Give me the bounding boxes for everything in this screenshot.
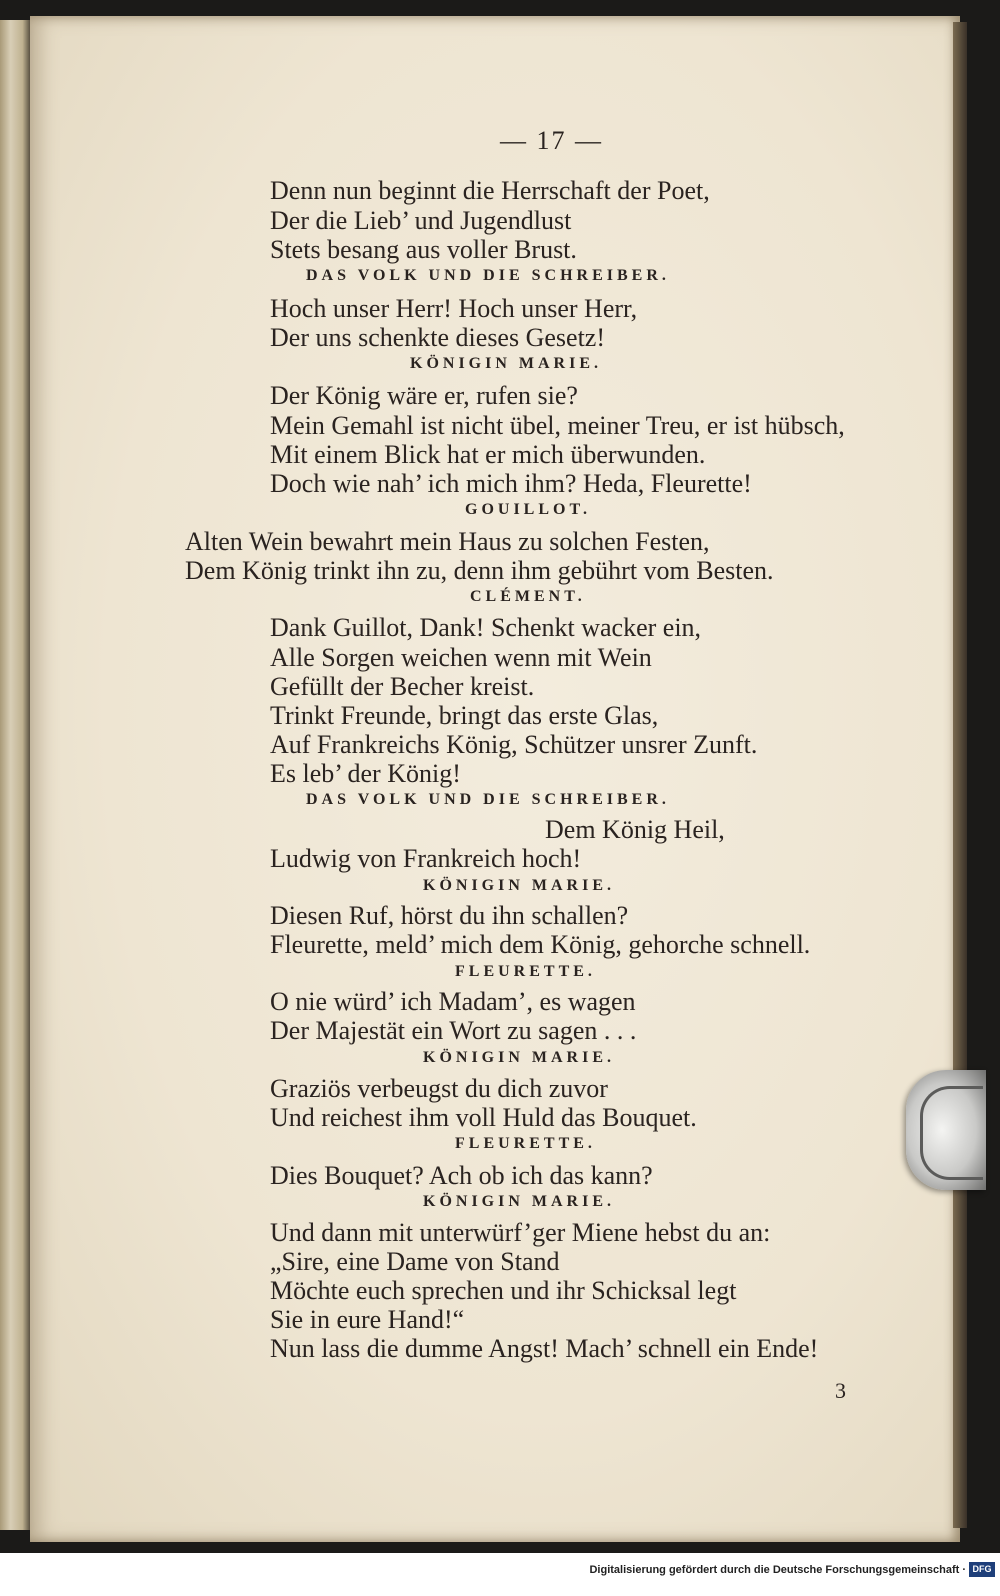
footer-bar xyxy=(0,1553,1000,1596)
verse-line: Der die Lieb’ und Jugendlust xyxy=(270,206,572,235)
verse-line: Hoch unser Herr! Hoch unser Herr, xyxy=(270,294,638,323)
verse-line: Alten Wein bewahrt mein Haus zu solchen Festen, xyxy=(185,527,710,556)
verse-line: Dank Guillot, Dank! Schenkt wacker ein, xyxy=(270,613,702,642)
verse-line: Trinkt Freunde, bringt das erste Glas, xyxy=(270,701,659,730)
speaker-name: FLEURETTE. xyxy=(455,963,596,980)
verse-line: Und dann mit unterwürf’ger Miene hebst du an: xyxy=(270,1218,771,1247)
verse-line: Nun lass die dumme Angst! Mach’ schnell ein Ende! xyxy=(270,1334,819,1363)
verse-line: Diesen Ruf, hörst du ihn schallen? xyxy=(270,901,629,930)
verse-line: Es leb’ der König! xyxy=(270,759,461,788)
verse-line: Dies Bouquet? Ach ob ich das kann? xyxy=(270,1161,653,1190)
verse-line: „Sire, eine Dame von Stand xyxy=(270,1247,560,1276)
verse-line: Gefüllt der Becher kreist. xyxy=(270,672,535,701)
speaker-name: KÖNIGIN MARIE. xyxy=(410,355,603,372)
verse-line: Möchte euch sprechen und ihr Schicksal legt xyxy=(270,1276,737,1305)
verse-line: Der uns schenkte dieses Gesetz! xyxy=(270,323,605,352)
verse-line: Mit einem Blick hat er mich überwunden. xyxy=(270,440,706,469)
verse-line: Der König wäre er, rufen sie? xyxy=(270,381,578,410)
verse-line: Mein Gemahl ist nicht übel, meiner Treu, er ist hübsch, xyxy=(270,411,845,440)
verse-line: Stets besang aus voller Brust. xyxy=(270,235,577,264)
verse-line: Und reichest ihm voll Huld das Bouquet. xyxy=(270,1103,697,1132)
speaker-name: GOUILLOT. xyxy=(465,501,591,518)
verse-line: Fleurette, meld’ mich dem König, gehorche schnell. xyxy=(270,930,811,959)
speaker-name: DAS VOLK UND DIE SCHREIBER. xyxy=(306,267,670,284)
verse-line: Ludwig von Frankreich hoch! xyxy=(270,844,582,873)
speaker-name: DAS VOLK UND DIE SCHREIBER. xyxy=(306,791,670,808)
speaker-name: FLEURETTE. xyxy=(455,1135,596,1152)
verse-line: Doch wie nah’ ich mich ihm? Heda, Fleurette! xyxy=(270,469,752,498)
book-gutter xyxy=(0,20,30,1530)
book-page xyxy=(30,16,960,1542)
signature-mark: 3 xyxy=(835,1378,846,1403)
verse-line: Sie in eure Hand!“ xyxy=(270,1305,465,1334)
verse-line: Dem König trinkt ihn zu, denn ihm gebührt vom Besten. xyxy=(185,556,774,585)
verse-line: Der Majestät ein Wort zu sagen . . . xyxy=(270,1016,637,1045)
verse-line: Dem König Heil, xyxy=(545,815,725,844)
speaker-name: KÖNIGIN MARIE. xyxy=(423,1049,616,1066)
speaker-name: KÖNIGIN MARIE. xyxy=(423,877,616,894)
verse-line: Denn nun beginnt die Herrschaft der Poet, xyxy=(270,176,710,205)
footer-credit: Digitalisierung gefördert durch die Deutsche Forschungsgemeinschaft · xyxy=(589,1564,966,1576)
page-edge xyxy=(953,22,967,1528)
verse-line: Graziös verbeugst du dich zuvor xyxy=(270,1074,608,1103)
page-number: — 17 — xyxy=(500,126,603,155)
speaker-name: CLÉMENT. xyxy=(470,588,586,605)
dfg-logo: DFG xyxy=(969,1562,995,1577)
verse-line: Auf Frankreichs König, Schützer unsrer Zunft. xyxy=(270,730,758,759)
verse-line: O nie würd’ ich Madam’, es wagen xyxy=(270,987,636,1016)
speaker-name: KÖNIGIN MARIE. xyxy=(423,1193,616,1210)
page-clip xyxy=(906,1070,986,1190)
verse-line: Alle Sorgen weichen wenn mit Wein xyxy=(270,643,652,672)
